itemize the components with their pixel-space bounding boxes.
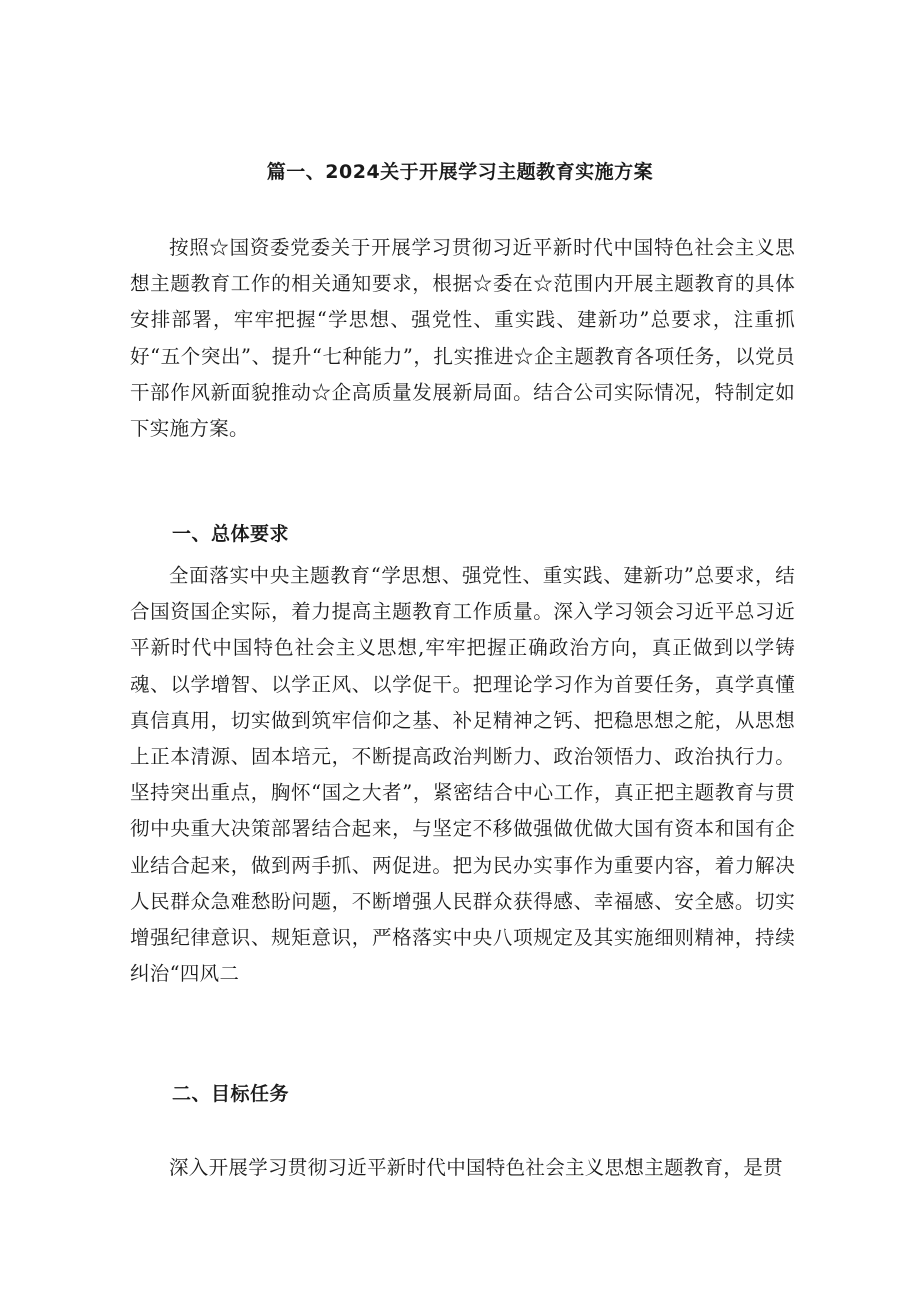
intro-paragraph: 按照☆国资委党委关于开展学习贯彻习近平新时代中国特色社会主义思想主题教育工作的相关通知要求，根据☆委在☆范围内开展主题教育的具体安排部署，牢牢把握“学思想、强党性、重实践、建新功”总要求，注重抓好“五个突出”、提升“七种能力”，扎实推进☆企主题教育各项任务，以党员干部作风新面貌推动☆企高质量发展新局面。结合公司实际情况，特制定如下实施方案。 [130,236,795,441]
section-heading-overall-requirements: 一、总体要求 [172,523,290,545]
section-paragraph: 深入开展学习贯彻习近平新时代中国特色社会主义思想主题教育，是贯 [169,1156,783,1179]
section-paragraph: 全面落实中央主题教育“学思想、强党性、重实践、建新功”总要求，结合国资国企实际，着力提高主题教育工作质量。深入学习领会习近平总习近平新时代中国特色社会主义思想,牢牢把握正确政治方向，真正做到以学铸魂、以学增智、以学正风、以学促干。把理论学习作为首要任务，真学真懂真信真用，切实做到筑牢信仰之基、补足精神之钙、把稳思想之舵，从思想上正本清源、固本培元，不断提高政治判断力、政治领悟力、政治执行力。坚持突出重点，胸怀“国之大者”，紧密结合中心工作，真正把主题教育与贯彻中央重大决策部署结合起来，与坚定不移做强做优做大国有资本和国有企业结合起来，做到两手抓、两促进。把为民办实事作为重要内容，着力解决人民群众急难愁盼问题，不断增强人民群众获得感、幸福感、安全感。切实增强纪律意识、规矩意识，严格落实中央八项规定及其实施细则精神，持续纠治“四风二 [130,564,795,986]
intro-paragraph-block [130,230,795,447]
document-title: 篇一、2024关于开展学习主题教育实施方案 [266,161,654,183]
section-heading-goals-tasks: 二、目标任务 [172,1083,290,1105]
section-body-block [130,558,795,992]
section-body-block [130,1150,795,1186]
